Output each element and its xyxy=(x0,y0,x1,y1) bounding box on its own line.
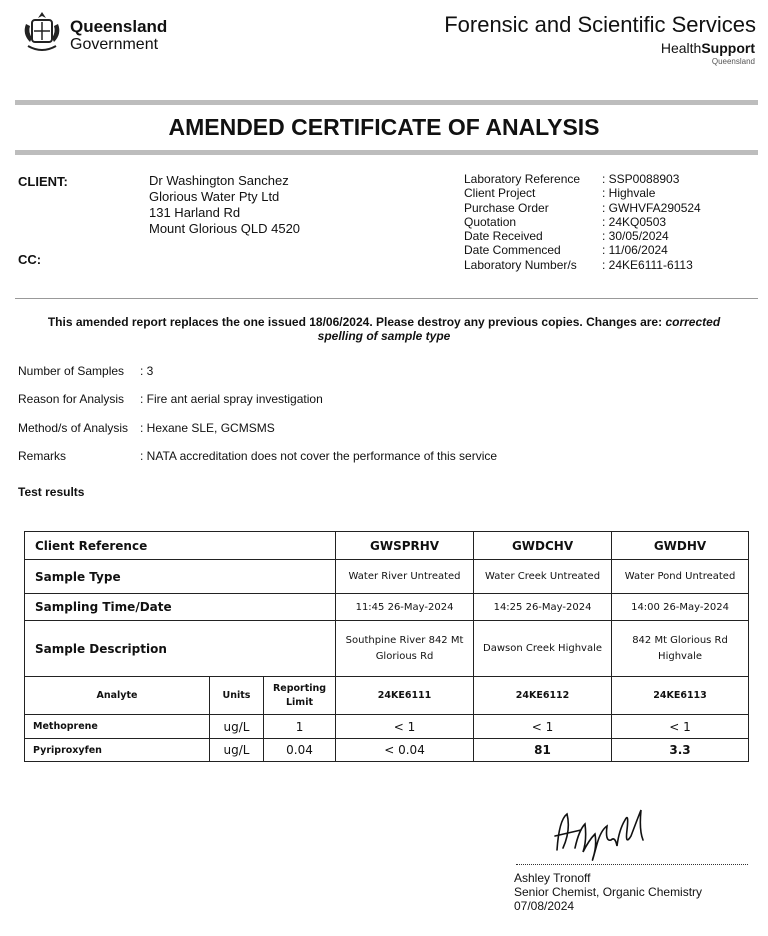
signature-dotted-line xyxy=(516,864,748,865)
limit-col-header: Reporting Limit xyxy=(264,677,336,715)
support-word: Support xyxy=(701,40,755,56)
analyte-limit: 0.04 xyxy=(264,739,336,762)
service-title: Forensic and Scientific Services xyxy=(444,12,756,37)
signatory-date: 07/08/2024 xyxy=(514,899,575,913)
lab-number: 24KE6112 xyxy=(474,677,612,715)
analyte-units: ug/L xyxy=(210,715,264,739)
analyte-name: Pyriproxyfen xyxy=(25,739,210,762)
sample-description: 842 Mt Glorious Rd Highvale xyxy=(612,621,749,677)
detail-label: Reason for Analysis xyxy=(18,392,125,407)
lab-number: 24KE6113 xyxy=(612,677,749,715)
result-cell: 3.3 xyxy=(612,739,749,762)
sample-type: Water River Untreated xyxy=(336,560,474,594)
result-cell: < 1 xyxy=(612,715,749,739)
lab-info-row: Laboratory Number/s : 24KE6111-6113 xyxy=(464,257,693,272)
detail-value: : 3 xyxy=(140,364,154,378)
sample-type-label: Sample Type xyxy=(25,560,336,594)
title-rule-top xyxy=(15,100,758,105)
signatory-block xyxy=(514,871,702,913)
lab-info-label: Client Project xyxy=(464,186,536,201)
analyte-name: Methoprene xyxy=(25,715,210,739)
lab-info-row: Date Received : 30/05/2024 xyxy=(464,229,669,244)
detail-row xyxy=(18,414,497,442)
sample-ref: GWDCHV xyxy=(474,532,612,560)
client-line: 131 Harland Rd xyxy=(149,205,241,220)
client-label: CLIENT: xyxy=(18,174,68,189)
client-address xyxy=(149,173,300,237)
details xyxy=(18,357,497,470)
sample-description: Dawson Creek Highvale xyxy=(474,621,612,677)
sample-description: Southpine River 842 Mt Glorious Rd xyxy=(336,621,474,677)
sample-ref: GWDHV xyxy=(612,532,749,560)
detail-value: : Hexane SLE, GCMSMS xyxy=(140,420,275,435)
detail-label: Number of Samples xyxy=(18,364,125,378)
sampling-time: 11:45 26-May-2024 xyxy=(336,594,474,621)
sampling-time: 14:00 26-May-2024 xyxy=(612,594,749,621)
result-cell: 81 xyxy=(474,739,612,762)
client-line: Dr Washington Sanchez xyxy=(149,173,289,188)
client-line: Glorious Water Pty Ltd xyxy=(149,189,280,204)
analyte-limit: 1 xyxy=(264,715,336,739)
lab-info-row: Date Commenced : 11/06/2024 xyxy=(464,243,668,258)
notice-change-cont: spelling of sample type xyxy=(317,329,451,343)
lab-info-value: Highvale xyxy=(608,186,656,201)
signature xyxy=(545,800,665,870)
lab-info-label: Date Commenced xyxy=(464,243,561,258)
lab-info xyxy=(464,172,701,272)
detail-value: : Fire ant aerial spray investigation xyxy=(140,392,323,407)
lab-info-label: Laboratory Reference xyxy=(464,172,581,186)
health-region: Queensland xyxy=(711,57,755,66)
sample-ref: GWSPRHV xyxy=(336,532,474,560)
lab-info-row: Laboratory Reference : SSP0088903 xyxy=(464,172,680,186)
gov-name-line1: Queensland xyxy=(70,17,168,36)
lab-info-value: 24KQ0503 xyxy=(608,214,667,229)
detail-row xyxy=(18,442,497,470)
table-row xyxy=(25,715,749,739)
table-header-row xyxy=(25,677,749,715)
detail-row xyxy=(18,357,497,385)
sampling-time: 14:25 26-May-2024 xyxy=(474,594,612,621)
results-table xyxy=(24,531,749,762)
amendment-notice xyxy=(20,315,748,343)
result-cell: < 1 xyxy=(474,715,612,739)
signatory-name: Ashley Tronoff xyxy=(514,871,591,885)
table-row xyxy=(25,560,749,594)
sample-type: Water Creek Untreated xyxy=(474,560,612,594)
table-row xyxy=(25,594,749,621)
section-divider xyxy=(15,298,758,299)
title-rule-bottom xyxy=(15,150,758,155)
detail-label: Remarks xyxy=(18,448,67,463)
lab-info-value: 11/06/2024 xyxy=(608,243,668,258)
sample-type: Water Pond Untreated xyxy=(612,560,749,594)
client-reference-label: Client Reference xyxy=(25,532,336,560)
lab-info-label: Quotation xyxy=(464,214,517,229)
gov-name-line2: Government xyxy=(70,36,159,53)
lab-info-row: Quotation : 24KQ0503 xyxy=(464,214,667,229)
qld-government-crest-icon xyxy=(20,10,64,54)
notice-text: This amended report replaces the one issued 18/06/2024. Please destroy any previous copies. Changes are: xyxy=(47,315,663,329)
lab-info-label: Date Received xyxy=(464,229,543,244)
sampling-time-label: Sampling Time/Date xyxy=(25,594,336,621)
lab-info-label: Laboratory Number/s xyxy=(464,257,577,272)
detail-label: Method/s of Analysis xyxy=(18,420,129,435)
result-cell: < 1 xyxy=(336,715,474,739)
lab-info-value: 30/05/2024 xyxy=(608,229,669,244)
analyte-units: ug/L xyxy=(210,739,264,762)
table-row xyxy=(25,739,749,762)
analyte-col-header: Analyte xyxy=(25,677,210,715)
table-row xyxy=(25,621,749,677)
test-results-heading: Test results xyxy=(18,485,85,499)
detail-value: : NATA accreditation does not cover the performance of this service xyxy=(140,448,498,463)
certificate-title: AMENDED CERTIFICATE OF ANALYSIS xyxy=(168,114,600,140)
lab-info-value: GWHVFA290524 xyxy=(608,200,701,215)
detail-row xyxy=(18,385,497,413)
result-cell: < 0.04 xyxy=(336,739,474,762)
cc-label: CC: xyxy=(18,252,42,267)
lab-info-value: SSP0088903 xyxy=(608,172,680,186)
signatory-title: Senior Chemist, Organic Chemistry xyxy=(514,885,703,899)
lab-info-row: Client Project : Highvale xyxy=(464,186,656,201)
client-line: Mount Glorious QLD 4520 xyxy=(149,221,301,236)
table-row xyxy=(25,532,749,560)
lab-info-row: Purchase Order : GWHVFA290524 xyxy=(464,200,701,215)
notice-change: corrected xyxy=(665,315,721,329)
lab-info-value: 24KE6111-6113 xyxy=(608,257,693,272)
health-word: Health xyxy=(660,40,702,56)
sample-description-label: Sample Description xyxy=(25,621,336,677)
units-col-header: Units xyxy=(210,677,264,715)
health-support-logo xyxy=(661,40,755,56)
lab-info-label: Purchase Order xyxy=(464,200,549,215)
lab-number: 24KE6111 xyxy=(336,677,474,715)
